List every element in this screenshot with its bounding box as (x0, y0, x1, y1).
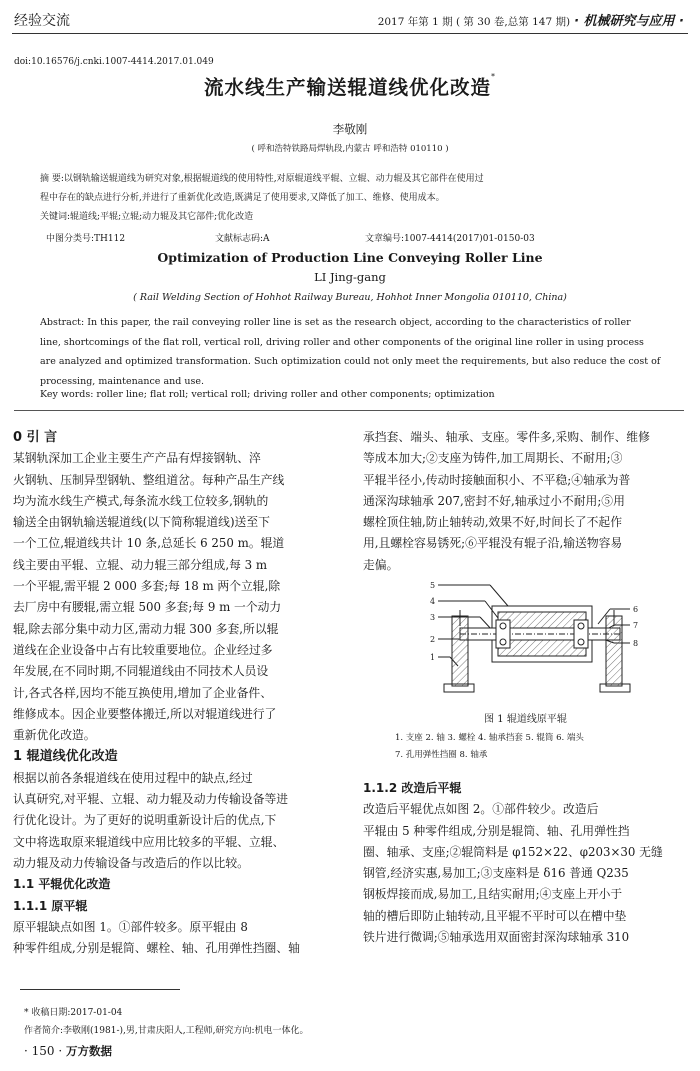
page-footer (24, 1043, 112, 1059)
body-text-line: 某钢轨深加工企业主要生产产品有焊接钢轨、淬 (13, 451, 261, 466)
received-date: * 收稿日期:2017-01-04 (24, 1008, 123, 1018)
body-text-line: 重新优化改造。 (13, 728, 96, 743)
body-text-line: 种零件组成,分别是辊筒、螺栓、轴、孔用弹性挡圈、轴 (13, 941, 300, 956)
body-text-line: 用,且螺栓容易锈死;⑥平辊没有辊子沿,输送物容易 (363, 536, 623, 551)
header-section: 经验交流 (14, 13, 70, 29)
section-heading: 1.1.2 改造后平辊 (363, 781, 462, 795)
body-text-line: 年发展,在不同时期,不同辊道线由不同技术人员设 (13, 664, 269, 679)
figure-flat-roller-diagram (430, 576, 640, 706)
body-text-line: 维修成本。因企业要整体搬迁,所以对辊道线进行了 (13, 706, 277, 721)
fig-label-7: 7 (633, 621, 639, 630)
author: 李敬刚 (332, 122, 368, 136)
affiliation: ( 呼和浩特铁路局焊轨段,内蒙古 呼和浩特 010110 ) (251, 144, 449, 154)
body-text-line: 平辊半径小,传动时接触面积小、不平稳;④轴承为普 (363, 472, 631, 487)
body-text-line: 行优化设计。为了更好的说明重新设计后的优点,下 (13, 813, 277, 828)
fig-label-6: 6 (633, 605, 639, 614)
section-heading: 1 辊道线优化改造 (13, 749, 118, 765)
body-text-line: 根据以前各条辊道线在使用过程中的缺点,经过 (13, 770, 253, 785)
abstract-en-line: line, shortcomings of the flat roll, vertical roll, driving roller and other components of the original line roller in using process (40, 336, 644, 348)
header-journal: · 机械研究与应用 · (574, 14, 684, 29)
body-text-line: 输送全由钢轨输送辊道线(以下简称辊道线)送至下 (13, 515, 270, 530)
body-text-line: 螺栓顶住轴,防止轴转动,效果不好,时间长了不起作 (363, 515, 622, 530)
fig-label-5: 5 (430, 581, 436, 590)
abstract-cn-line: 程中存在的缺点进行分析,并进行了重新优化改造,既满足了使用要求,又降低了加工、维修、使用成本。 (40, 193, 445, 203)
body-text-line: 通深沟球轴承 207,密封不好,轴承过小不耐用;⑤用 (363, 493, 625, 508)
body-text-line: 火钢轨、压制异型钢轨、整组道岔。每种产品生产线 (13, 472, 285, 487)
doc-code: 文献标志码:A (215, 234, 270, 244)
abstract-cn-line: 摘 要:以钢轨输送辊道线为研究对象,根据辊道线的使用特性,对原辊道线平辊、立辊、动力辊及其它部件在使用过 (40, 174, 484, 184)
body-text-line: 道线在企业设备中占有比较重要地位。企业经过多 (13, 642, 273, 657)
figure-caption: 图 1 辊道线原平辊 (484, 714, 567, 725)
figure-legend-line: 7. 孔用弹性挡圈 8. 轴承 (395, 750, 488, 760)
fig-label-1: 1 (430, 653, 436, 662)
header-divider (12, 33, 688, 34)
doi: doi:10.16576/j.cnki.1007-4414.2017.01.049 (14, 57, 214, 67)
body-text-line: 圈、轴承、支座;②辊筒料是 φ152×22、φ203×30 无缝 (363, 844, 663, 859)
body-text-line: 去厂房中有腰辊,需立辊 500 多套;每 9 m 一个动力 (13, 600, 282, 615)
abstract-en-line: are analyzed and optimized transformation. Such optimization could not only meet the requirements, but also reduce the cost of (40, 356, 661, 367)
section-heading: 1.1 平辊优化改造 (13, 877, 111, 892)
figure-legend (395, 730, 685, 764)
body-text-line: 线主要由平辊、立辊、动力辊三部分组成,每 3 m (13, 557, 268, 572)
author-en: LI Jing-gang (314, 270, 386, 284)
right-column-bottom (363, 778, 688, 948)
paper-title (0, 72, 700, 100)
abstract-en-line: Abstract: In this paper, the rail conveying roller line is set as the research object, according to the characteristics of roller (40, 317, 631, 328)
page-number: · 150 · (24, 1044, 63, 1058)
body-text-line: 改造后平辊优点如图 2。①部件较少。改造后 (363, 802, 599, 817)
fig-label-4: 4 (430, 597, 436, 606)
title-footnote-mark: * (491, 72, 496, 81)
footnote-divider (20, 989, 180, 990)
body-text-line: 一个工位,辊道线共计 10 条,总延长 6 250 m。辊道 (13, 536, 285, 551)
body-text-line: 钢板焊接而成,易加工,且结实耐用;④支座上开小于 (363, 887, 623, 902)
section-heading: 1.1.1 原平辊 (13, 898, 88, 913)
fig-label-2: 2 (430, 635, 436, 644)
abstract-en (40, 313, 662, 391)
body-text-line: 等成本加大;②支座为铸件,加工周期长、不耐用;③ (363, 451, 623, 466)
running-header (12, 8, 688, 32)
header-issue: 2017 年第 1 期 ( 第 30 卷,总第 147 期) (377, 16, 571, 28)
keywords-en: Key words: roller line; flat roll; vertical roll; driving roller and other components; optimization (40, 389, 495, 400)
body-text-line: 计,各式各样,因均不能互换使用,增加了企业备件、 (13, 685, 272, 700)
abstract-cn (40, 170, 660, 227)
header-issue-info (378, 10, 684, 29)
clc-number: 中图分类号:TH112 (46, 234, 126, 244)
affiliation-en: ( Rail Welding Section of Hohhot Railway Bureau, Hohhot Inner Mongolia 010110, China) (133, 292, 567, 303)
title-en: Optimization of Production Line Conveying Roller Line (157, 250, 543, 265)
body-text-line: 认真研究,对平辊、立辊、动力辊及动力传输设备等进 (13, 792, 289, 807)
body-text-line: 动力辊及动力传输设备与改造后的作以比较。 (13, 855, 249, 870)
body-text-line: 轴的槽后即防止轴转动,且平辊不平时可以在槽中垫 (363, 908, 627, 923)
left-column (13, 427, 338, 959)
body-text-line: 一个平辊,需平辊 2 000 多套;每 18 m 两个立辊,除 (13, 579, 281, 594)
body-text-line: 承挡套、端头、轴承、支座。零件多,采购、制作、维修 (363, 430, 650, 444)
publisher-mark: 万方数据 (66, 1044, 112, 1058)
body-text-line: 平辊由 5 种零件组成,分别是辊筒、轴、孔用弹性挡 (363, 823, 630, 838)
section-heading: 0 引 言 (13, 430, 58, 445)
body-text-line: 原平辊缺点如图 1。①部件较多。原平辊由 8 (13, 919, 248, 934)
fig-label-3: 3 (430, 613, 436, 622)
body-text-line: 文中将选取原来辊道线中应用比较多的平辊、立辊、 (13, 834, 285, 849)
body-text-line: 铁片进行微调;⑤轴承选用双面密封深沟球轴承 310 (363, 930, 630, 945)
body-text-line: 均为流水线生产模式,每条流水线工位较多,钢轨的 (13, 493, 269, 508)
paper-title-text: 流水线生产输送辊道线优化改造 (203, 76, 491, 99)
right-column-top (363, 427, 688, 576)
abstract-en-line: processing, maintenance and use. (40, 375, 204, 387)
figure-legend-line: 1. 支座 2. 轴 3. 螺栓 4. 轴承挡套 5. 辊筒 6. 端头 (395, 733, 584, 743)
keywords-cn: 关键词:辊道线;平辊;立辊;动力辊及其它部件;优化改造 (40, 212, 254, 222)
body-text-line: 钢管,经济实惠,易加工;③支座料是 δ16 普通 Q235 (363, 866, 629, 881)
author-bio: 作者简介:李敬刚(1981-),男,甘肃庆阳人,工程师,研究方向:机电一体化。 (24, 1026, 309, 1036)
article-number: 文章编号:1007-4414(2017)01-0150-03 (365, 234, 535, 244)
body-text-line: 辊,除去部分集中动力区,需动力辊 300 多套,所以辊 (13, 621, 279, 636)
body-text-line: 走偏。 (363, 557, 399, 572)
fig-label-8: 8 (633, 639, 639, 648)
body-divider (14, 410, 684, 411)
